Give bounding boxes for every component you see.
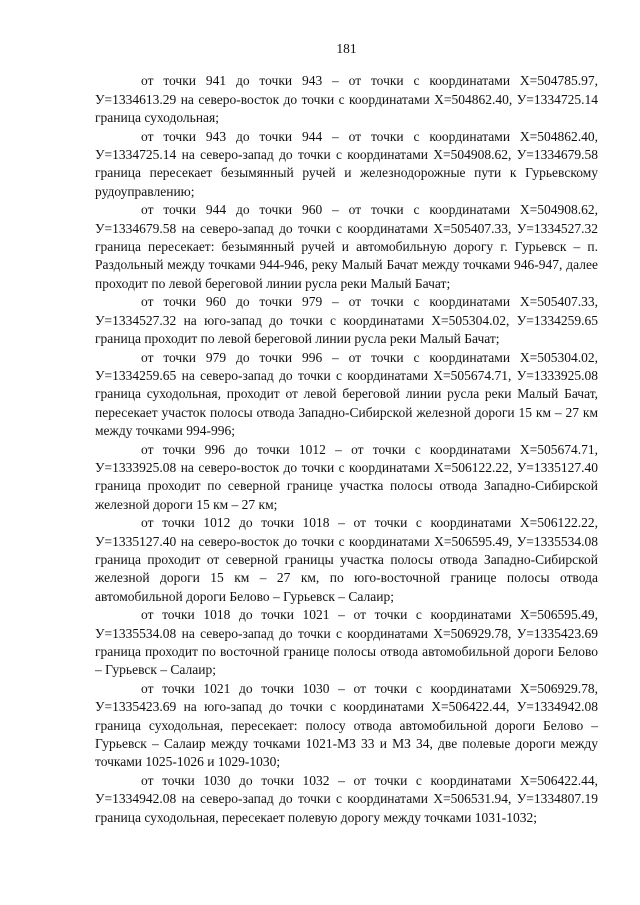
boundary-paragraph: от точки 941 до точки 943 – от точки с координатами Х=504785.97, У=1334613.29 на северо-восток до точки с координатами Х=504862.40, У=1334725.14 граница суходольная; <box>95 73 598 126</box>
boundary-paragraph: от точки 996 до точки 1012 – от точки с координатами Х=505674.71, У=1333925.08 на северо-восток до точки с координатами Х=506122.22, У=1335127.40 граница проходит по северной границе участка полосы отвода Западно-Сибирской железной дороги 15 км – 27 км; <box>95 441 598 512</box>
boundary-paragraph: от точки 979 до точки 996 – от точки с координатами Х=505304.02, У=1334259.65 на северо-запад до точки с координатами Х=505674.71, У=1333925.08 граница суходольная, проходит от левой береговой линии русла реки Малый Бачат, пересекает участок полосы отвода Западно-Сибирской железной дороги 15 км – 27 км между точками 994-996; <box>95 349 598 439</box>
boundary-paragraph: от точки 1012 до точки 1018 – от точки с координатами Х=506122.22, У=1335127.40 на северо-восток до точки с координатами Х=506595.49, У=1335534.08 граница проходит от северной границы участка полосы отвода Западно-Сибирской железной дороги 15 км – 27 км, по юго-восточной границе полосы отвода автомобильной дороги Белово – Гурьевск – Салаир; <box>95 515 598 604</box>
boundary-paragraph: от точки 944 до точки 960 – от точки с координатами Х=504908.62, У=1334679.58 на северо-запад до точки с координатами Х=505407.33, У=1334527.32 граница пересекает: безымянный ручей и автомобильную дорогу г. Гурьевск – п. Раздольный между точками 944-946, реку Малый Бачат между точками 946-947, далее проходит по левой береговой линии русла реки Малый Бачат; <box>95 202 598 291</box>
boundary-paragraph: от точки 1030 до точки 1032 – от точки с координатами Х=506422.44, У=1334942.08 на северо-запад до точки с координатами Х=506531.94, У=1334807.19 граница суходольная, пересекает полевую дорогу между точками 1031-1032; <box>95 772 598 825</box>
boundary-paragraph: от точки 943 до точки 944 – от точки с координатами Х=504862.40, У=1334725.14 на северо-запад до точки с координатами Х=504908.62, У=1334679.58 граница пересекает безымянный ручей и железнодорожные пути к Гурьевскому рудоуправлению; <box>95 128 598 199</box>
boundary-paragraph: от точки 1018 до точки 1021 – от точки с координатами Х=506595.49, У=1335534.08 на северо-запад до точки с координатами Х=506929.78, У=1335423.69 граница проходит по восточной границе полосы отвода автомобильной дороги Белово – Гурьевск – Салаир; <box>95 607 598 678</box>
page-number: 181 <box>336 41 357 56</box>
boundary-paragraph: от точки 960 до точки 979 – от точки с координатами Х=505407.33, У=1334527.32 на юго-запад до точки с координатами Х=505304.02, У=1334259.65 граница проходит по левой береговой линии русла реки Малый Бачат; <box>95 294 598 347</box>
boundary-paragraph: от точки 1021 до точки 1030 – от точки с координатами Х=506929.78, У=1335423.69 на юго-запад до точки с координатами Х=506422.44, У=1334942.08 граница суходольная, пересекает: полосу отвода автомобильной дороги Белово – Гурьевск – Салаир между точками 1021-МЗ 33 и МЗ 34, две полевые дороги между точками 1025-1026 и 1029-1030; <box>95 680 598 770</box>
